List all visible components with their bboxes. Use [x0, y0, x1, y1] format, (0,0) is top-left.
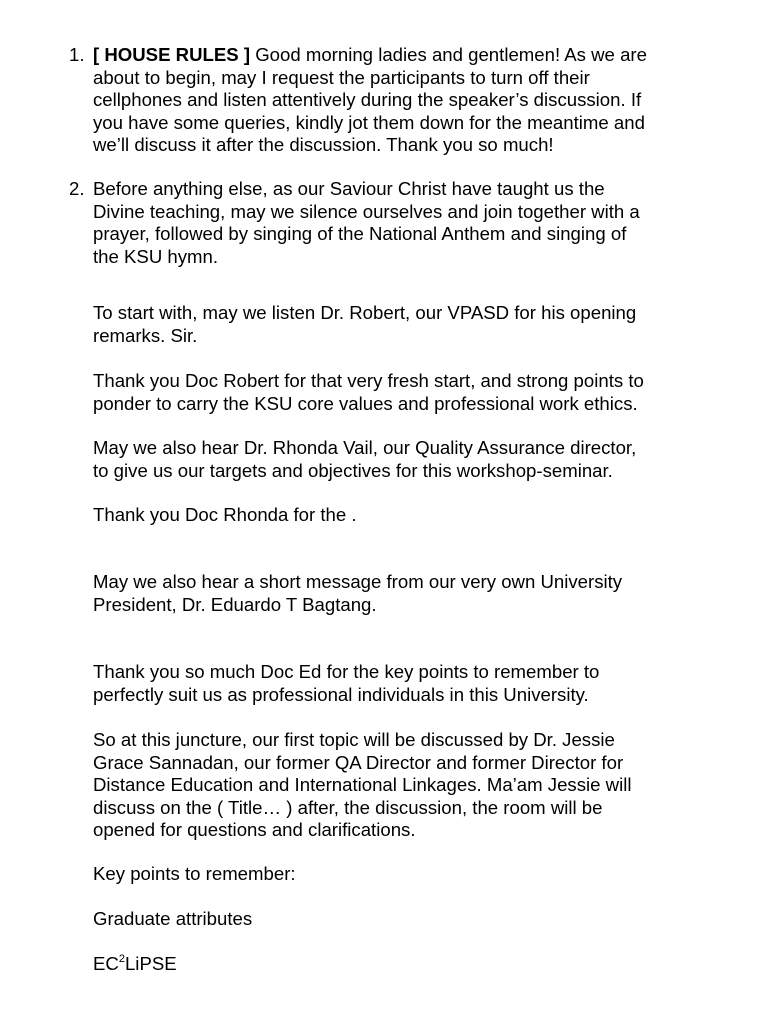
- paragraph-first-topic: So at this juncture, our first topic will be discussed by Dr. Jessie Grace Sannadan, our former QA Director and former Director for Distance Education and International Linkages. Ma’am Jessie will discuss on the ( Title… ) after, the discussion, the room will be opened for questions and clarifications.: [93, 729, 632, 840]
- text-line: [ HOUSE RULES ] Good morning ladies and gentlemen! As we are: [93, 44, 647, 65]
- text-line: the KSU hymn.: [93, 245, 219, 267]
- text-line: you have some queries, kindly jot them down for the meantime and: [93, 111, 645, 133]
- paragraph-thank-robert: Thank you Doc Robert for that very fresh start, and strong points to ponder to carry the KSU core values and professional work ethics.: [93, 370, 644, 414]
- list-number: 2.: [69, 178, 85, 199]
- house-rules-heading: [ HOUSE RULES ]: [93, 44, 251, 65]
- paragraph-eclipse: $EC^2LiPSE$: [93, 952, 177, 974]
- paragraph-opening-remarks: To start with, may we listen Dr. Robert, our VPASD for his opening remarks. Sir.: [93, 302, 637, 346]
- text-line: Divine teaching, may we silence ourselves and join together with a: [93, 200, 640, 222]
- text-line: about to begin, may I request the participants to turn off their: [93, 66, 590, 88]
- text-line: we’ll discuss it after the discussion. Thank you so much!: [93, 134, 554, 155]
- paragraph-graduate-attributes: Graduate attributes: [93, 908, 253, 929]
- list-item-prayer: [69, 178, 733, 268]
- text-line: cellphones and listen attentively during the speaker’s discussion. If: [93, 89, 642, 110]
- list-item-house-rules: [69, 44, 733, 157]
- paragraph-thank-rhonda: Thank you Doc Rhonda for the .: [93, 504, 357, 525]
- text-line: Before anything else, as our Saviour Christ have taught us the: [93, 178, 605, 199]
- text-line: prayer, followed by singing of the National Anthem and singing of: [93, 223, 627, 244]
- paragraph-rhonda: May we also hear Dr. Rhonda Vail, our Quality Assurance director, to give us our targets and objectives for this workshop-seminar.: [93, 437, 637, 481]
- list-number: 1.: [69, 44, 85, 65]
- paragraph-key-points: Key points to remember:: [93, 863, 296, 884]
- paragraph-thank-ed: Thank you so much Doc Ed for the key points to remember to perfectly suit us as professional individuals in this University.: [93, 661, 600, 705]
- paragraph-president: May we also hear a short message from our very own University President, Dr. Eduardo T Bagtang.: [93, 571, 623, 615]
